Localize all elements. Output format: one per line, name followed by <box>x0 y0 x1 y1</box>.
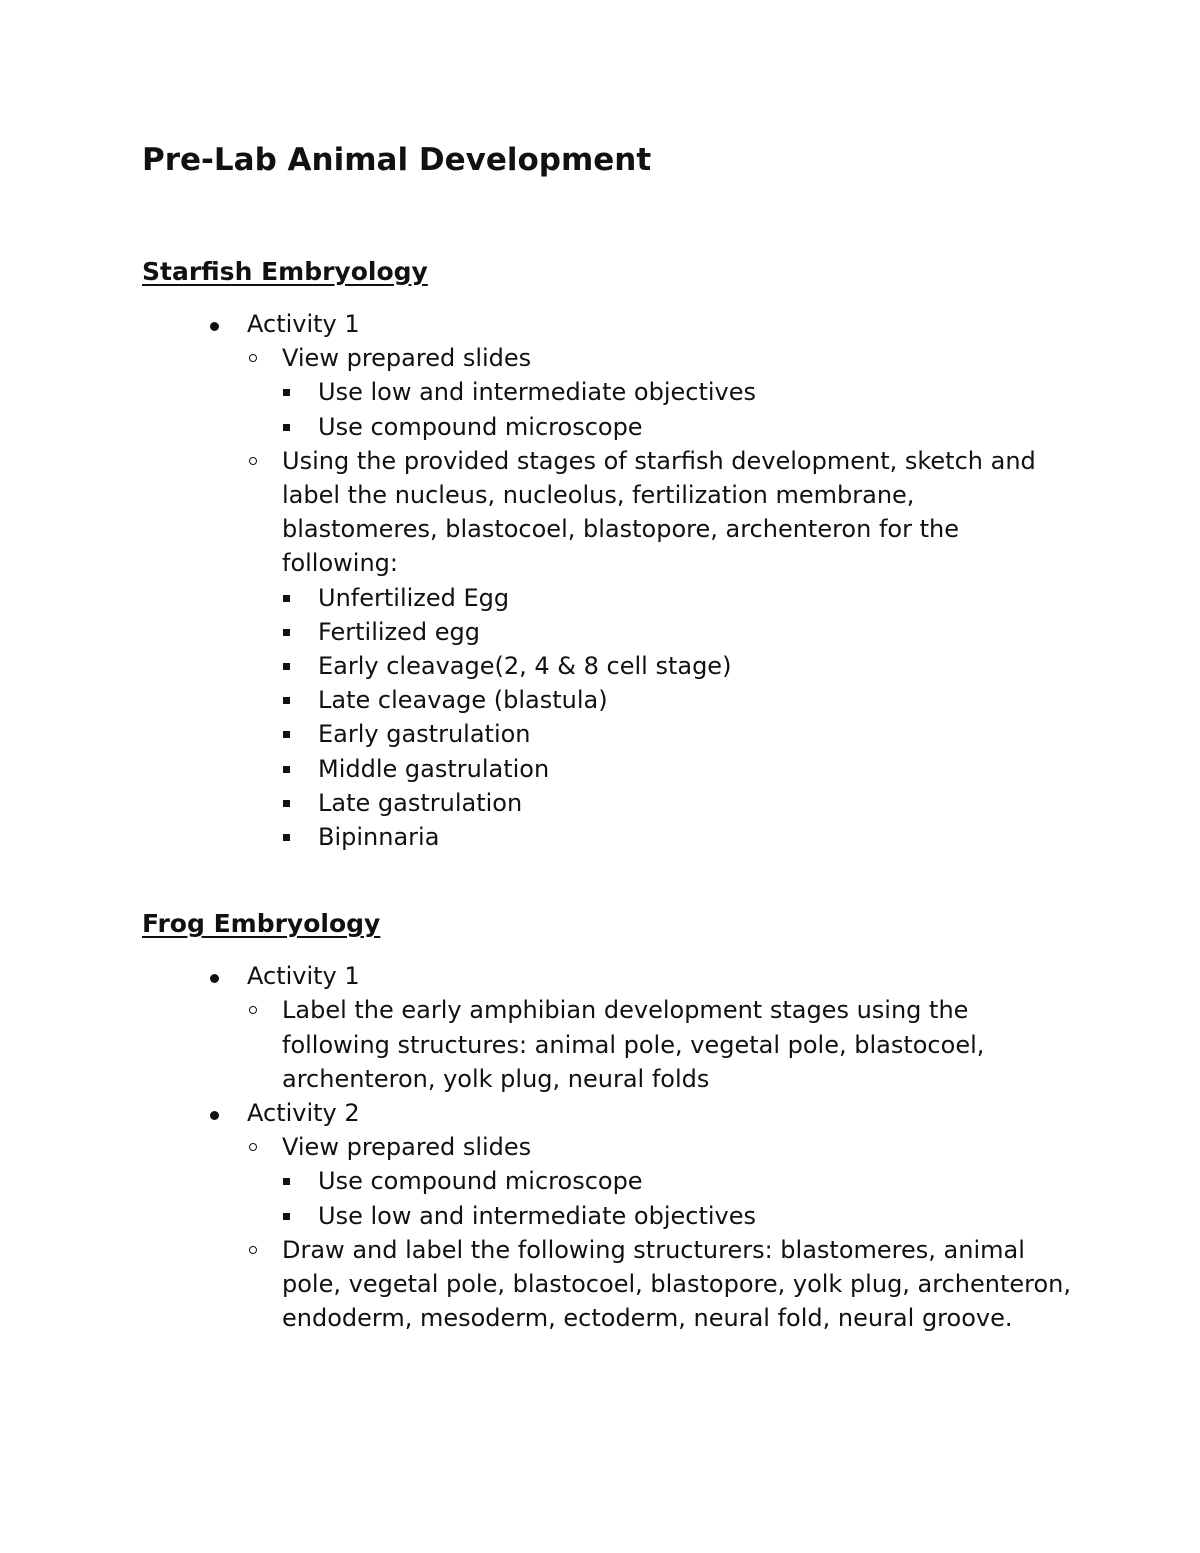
step-item <box>247 993 1072 1096</box>
detail-item <box>282 410 1072 444</box>
detail-text: Use compound microscope <box>318 1167 643 1196</box>
detail-text: Use compound microscope <box>318 412 643 441</box>
detail-text: Fertilized egg <box>318 617 480 646</box>
step-item <box>247 341 1072 444</box>
bullet-square-icon <box>283 1213 290 1220</box>
bullet-square-icon <box>283 629 290 636</box>
detail-text: Middle gastrulation <box>318 754 550 783</box>
bullet-square-icon <box>283 663 290 670</box>
bullet-square-icon <box>283 800 290 807</box>
bullet-square-icon <box>283 834 290 841</box>
bullet-circle-icon <box>249 457 257 465</box>
detail-item <box>282 581 1072 615</box>
bullet-circle-icon <box>249 1143 257 1151</box>
detail-text: Bipinnaria <box>318 823 440 852</box>
bullet-square-icon <box>283 389 290 396</box>
step-item <box>247 444 1072 854</box>
activity-list <box>142 959 1072 1335</box>
detail-item <box>282 717 1072 751</box>
detail-item <box>282 752 1072 786</box>
bullet-square-icon <box>283 424 290 431</box>
document-title: Pre-Lab Animal Development <box>142 142 652 178</box>
activity-label: Activity 1 <box>247 962 360 991</box>
bullet-square-icon <box>283 1178 290 1185</box>
detail-item <box>282 1164 1072 1198</box>
step-list <box>142 993 1072 1096</box>
step-list <box>142 1130 1072 1335</box>
activity-list <box>142 307 1072 854</box>
step-item <box>247 1233 1072 1336</box>
bullet-circle-icon <box>249 1246 257 1254</box>
step-text: Using the provided stages of starfish development, sketch and label the nucleus, nucleolus, fertilization membrane, blastomeres, blastocoel, blastopore, archenteron for the following: <box>282 446 1036 578</box>
step-text: Draw and label the following structurers: blastomeres, animal pole, vegetal pole, blastocoel, blastopore, yolk plug, archenteron, endoderm, mesoderm, ectoderm, neural fold, neural groove. <box>282 1235 1072 1333</box>
bullet-disc-icon <box>210 974 219 983</box>
section-frog-embryology <box>142 906 1072 1335</box>
activity-label: Activity 2 <box>247 1099 360 1128</box>
detail-item <box>282 649 1072 683</box>
bullet-disc-icon <box>210 1111 219 1120</box>
bullet-circle-icon <box>249 354 257 362</box>
detail-item <box>282 375 1072 409</box>
step-text: Label the early amphibian development stages using the following structures: animal pole, vegetal pole, blastocoel, archenteron, yolk plug, neural folds <box>282 996 985 1093</box>
step-text: View prepared slides <box>282 1133 532 1162</box>
activity-item <box>142 307 1072 854</box>
bullet-square-icon <box>283 595 290 602</box>
detail-item <box>282 786 1072 820</box>
bullet-square-icon <box>283 731 290 738</box>
step-list <box>142 341 1072 854</box>
detail-list <box>247 581 1072 855</box>
section-heading: Starfish Embryology <box>142 257 428 286</box>
activity-item <box>142 1096 1072 1335</box>
detail-text: Late gastrulation <box>318 788 523 817</box>
step-item <box>247 1130 1072 1233</box>
detail-item <box>282 1199 1072 1233</box>
detail-text: Unfertilized Egg <box>318 583 510 612</box>
detail-list <box>247 1164 1072 1232</box>
detail-item <box>282 683 1072 717</box>
bullet-square-icon <box>283 697 290 704</box>
detail-item <box>282 820 1072 854</box>
bullet-square-icon <box>283 766 290 773</box>
section-starfish-embryology <box>142 254 1072 854</box>
activity-label: Activity 1 <box>247 310 360 338</box>
step-text: View prepared slides <box>282 344 532 373</box>
detail-text: Early cleavage(2, 4 & 8 cell stage) <box>318 652 732 681</box>
document-page <box>142 138 1072 1335</box>
section-heading: Frog Embryology <box>142 909 381 939</box>
detail-text: Use low and intermediate objectives <box>318 378 757 407</box>
bullet-circle-icon <box>249 1006 257 1014</box>
detail-text: Use low and intermediate objectives <box>318 1201 757 1230</box>
detail-item <box>282 615 1072 649</box>
detail-text: Early gastrulation <box>318 720 531 749</box>
detail-text: Late cleavage (blastula) <box>318 686 608 715</box>
bullet-disc-icon <box>210 322 219 331</box>
activity-item <box>142 959 1072 1096</box>
detail-list <box>247 375 1072 443</box>
